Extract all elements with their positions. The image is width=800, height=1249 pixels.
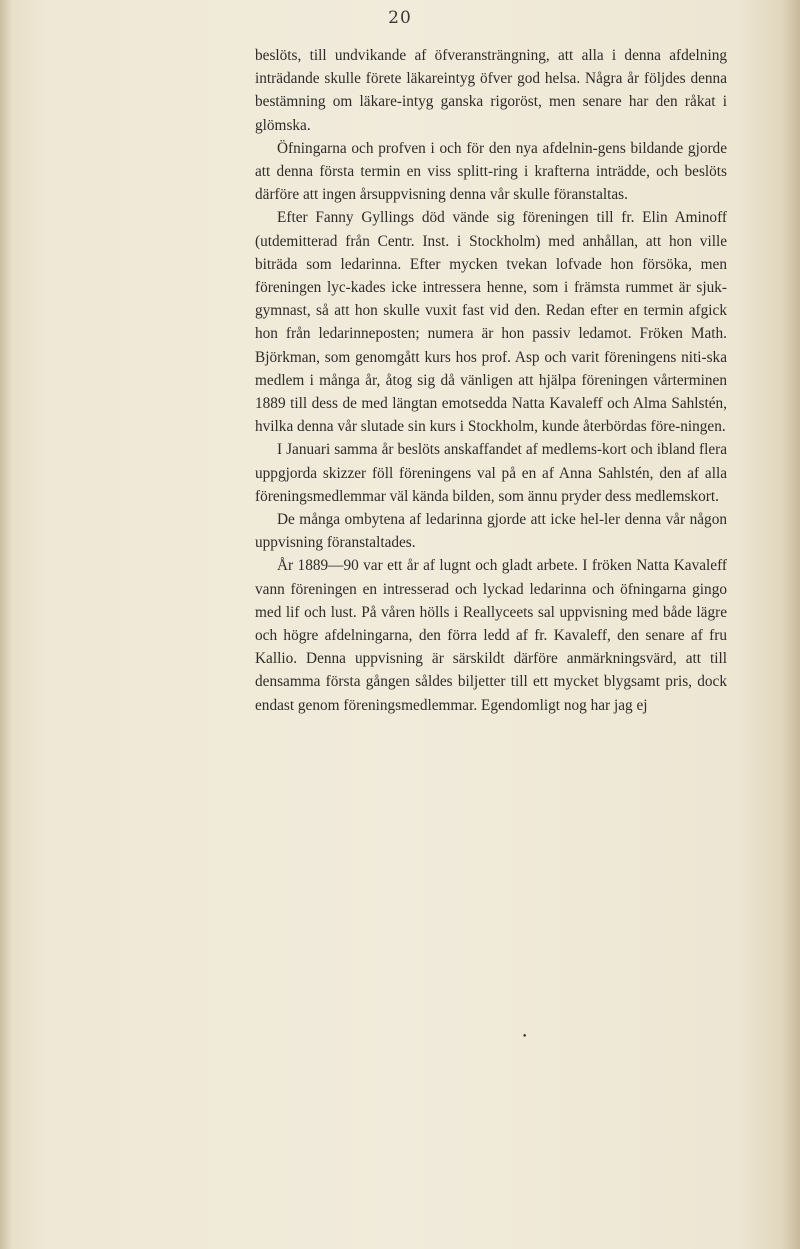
page-edge-shadow-left bbox=[0, 0, 12, 1249]
page-edge-shadow-right bbox=[782, 0, 800, 1249]
paragraph-6: År 1889—90 var ett år af lugnt och gladt arbete. I fröken Natta Kavaleff vann föreningen en intresserad och lyckad ledarinna och öfningarna gingo med lif och lust. På våren hölls i Reallyceets sal uppvisning med både lägre och högre afdelningarna, den förra ledd af fr. Kavaleff, den senare af fru Kallio. Denna uppvisning är särskildt därföre anmärkningsvärd, att till densamma första gången såldes biljetter till ett mycket blygsamt pris, dock endast genom föreningsmedlemmar. Egendomligt nog har jag ej bbox=[255, 557, 727, 714]
paragraph-1: beslöts, till undvikande af öfveransträngning, att alla i denna afdelning inträdande skulle förete läkareintyg öfver god helsa. Några år följdes denna bestämning om läkare-intyg ganska rigoröst, men senare har den råkat i glömska. bbox=[255, 47, 727, 134]
paragraph-2: Öfningarna och profven i och för den nya afdelnin-gens bildande gjorde att denna första termin en viss splitt-ring i krafterna inträdde, och beslöts därföre att ingen årsuppvisning denna vår skulle föranstaltas. bbox=[255, 139, 727, 204]
page-number: 20 bbox=[388, 8, 412, 28]
ornament-dot: • bbox=[522, 1032, 528, 1042]
paragraph-4: I Januari samma år beslöts anskaffandet af medlems-kort och ibland flera uppgjorda skizzer föll föreningens val på en af Anna Sahlstén, den af alla föreningsmedlemmar väl kända bilden, som ännu pryder dess medlemskort. bbox=[255, 441, 727, 505]
paragraph-3: Efter Fanny Gyllings död vände sig föreningen till fr. Elin Aminoff (utdemitterad från Centr. Inst. i Stockholm) med anhållan, att hon ville biträda som ledarinna. Efter mycken tvekan lofvade hon försöka, men föreningen lyc-kades icke intressera henne, som i främsta rummet är sjuk-gymnast, så att hon skulle vuxit fast vid den. Redan efter en termin afgick hon från ledarinneposten; numera är hon passiv ledamot. Fröken Math. Björkman, som genomgått kurs hos prof. Asp och varit föreningens niti-ska medlem i många år, åtog sig då vänligen att hjälpa föreningen vårterminen 1889 till dess de med längtan emotsedda Natta Kavaleff och Alma Sahlstén, hvilka denna vår slutade sin kurs i Stockholm, kunde återbördas före-ningen. bbox=[255, 209, 727, 436]
body-text bbox=[255, 44, 727, 717]
paragraph-5: De många ombytena af ledarinna gjorde att icke hel-ler denna vår någon uppvisning föranstaltades. bbox=[255, 511, 727, 552]
